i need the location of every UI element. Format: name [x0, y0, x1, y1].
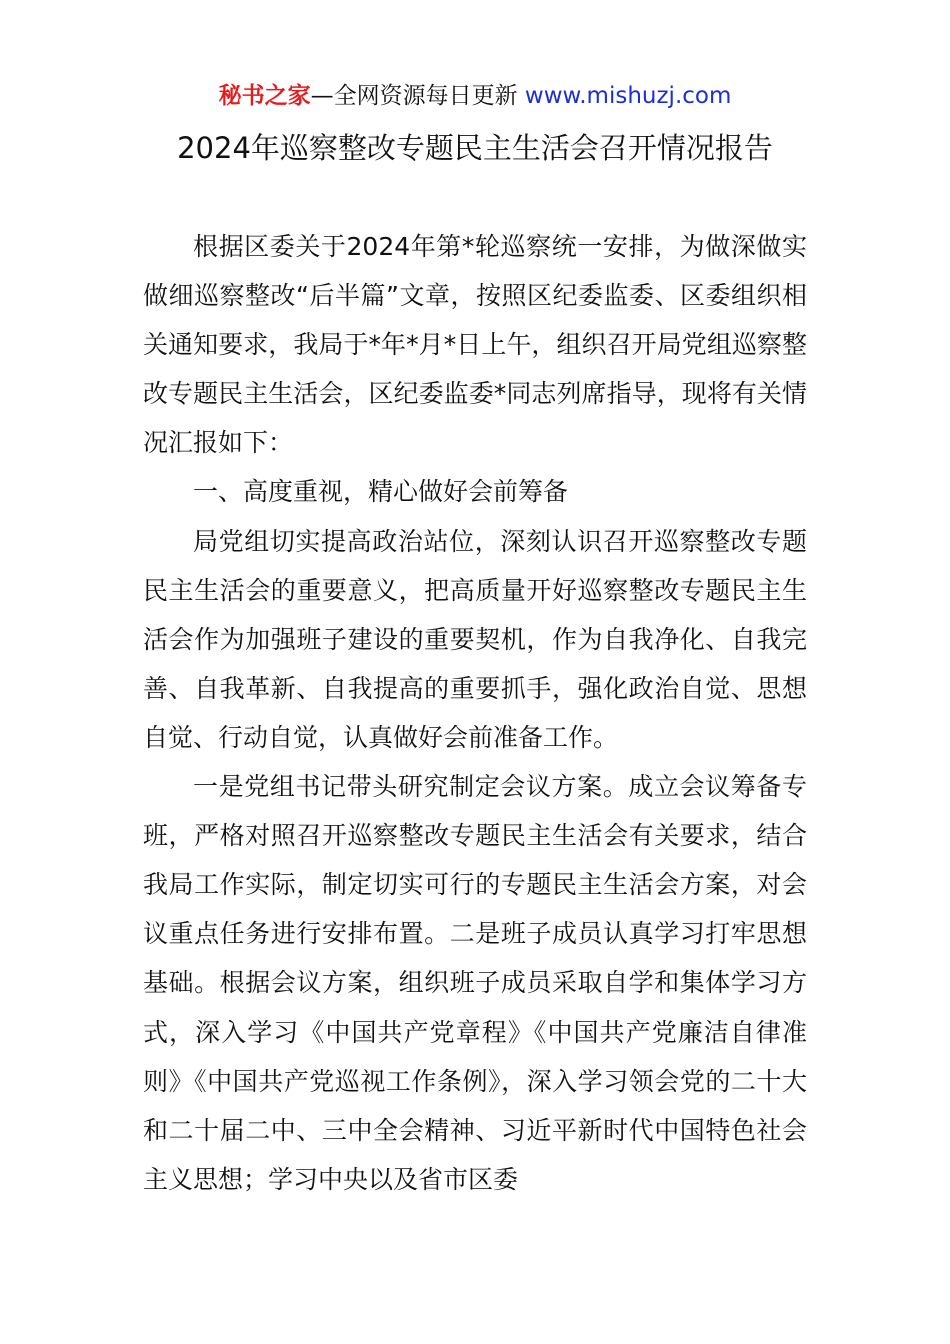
brand-name: 秘书之家 [218, 83, 311, 109]
section-1-paragraph: 局党组切实提高政治站位，深刻认识召开巡察整改专题民主生活会的重要意义，把高质量开好巡察整改专题民主生活会作为加强班子建设的重要契机，作为自我净化、自我完善、自我革新、自我提高的重要抓手，强化政治自觉、思想自觉、行动自觉，认真做好会前准备工作。 [143, 526, 807, 752]
intro-paragraph: 根据区委关于2024年第*轮巡察统一安排，为做深做实做细巡察整改“后半篇”文章，按照区纪委监委、区委组织相关通知要求，我局于*年*月*日上午，组织召开局党组巡察整改专题民主生活会，区纪委监委*同志列席指导，现将有关情况汇报如下： [143, 232, 807, 458]
site-url-link[interactable]: www.mishuzj.com [524, 83, 732, 109]
section-heading-1: 一、高度重视，精心做好会前筹备 [193, 477, 569, 507]
document-body [143, 222, 807, 1204]
section-1-detail-paragraph: 一是党组书记带头研究制定会议方案。成立会议筹备专班，严格对照召开巡察整改专题民主生活会有关要求，结合我局工作实际，制定切实可行的专题民主生活会方案，对会议重点任务进行安排布置。二是班子成员认真学习打牢思想基础。根据会议方案，组织班子成员采取自学和集体学习方式，深入学习《中国共产党章程》《中国共产党廉洁自律准则》《中国共产党巡视工作条例》，深入学习领会党的二十大和二十届二中、三中全会精神、习近平新时代中国特色社会主义思想；学习中央以及省市区委 [143, 772, 807, 1194]
site-banner [0, 80, 950, 112]
document-title: 2024年巡察整改专题民主生活会召开情况报告 [177, 131, 773, 165]
banner-tagline: —全网资源每日更新 [310, 83, 518, 109]
